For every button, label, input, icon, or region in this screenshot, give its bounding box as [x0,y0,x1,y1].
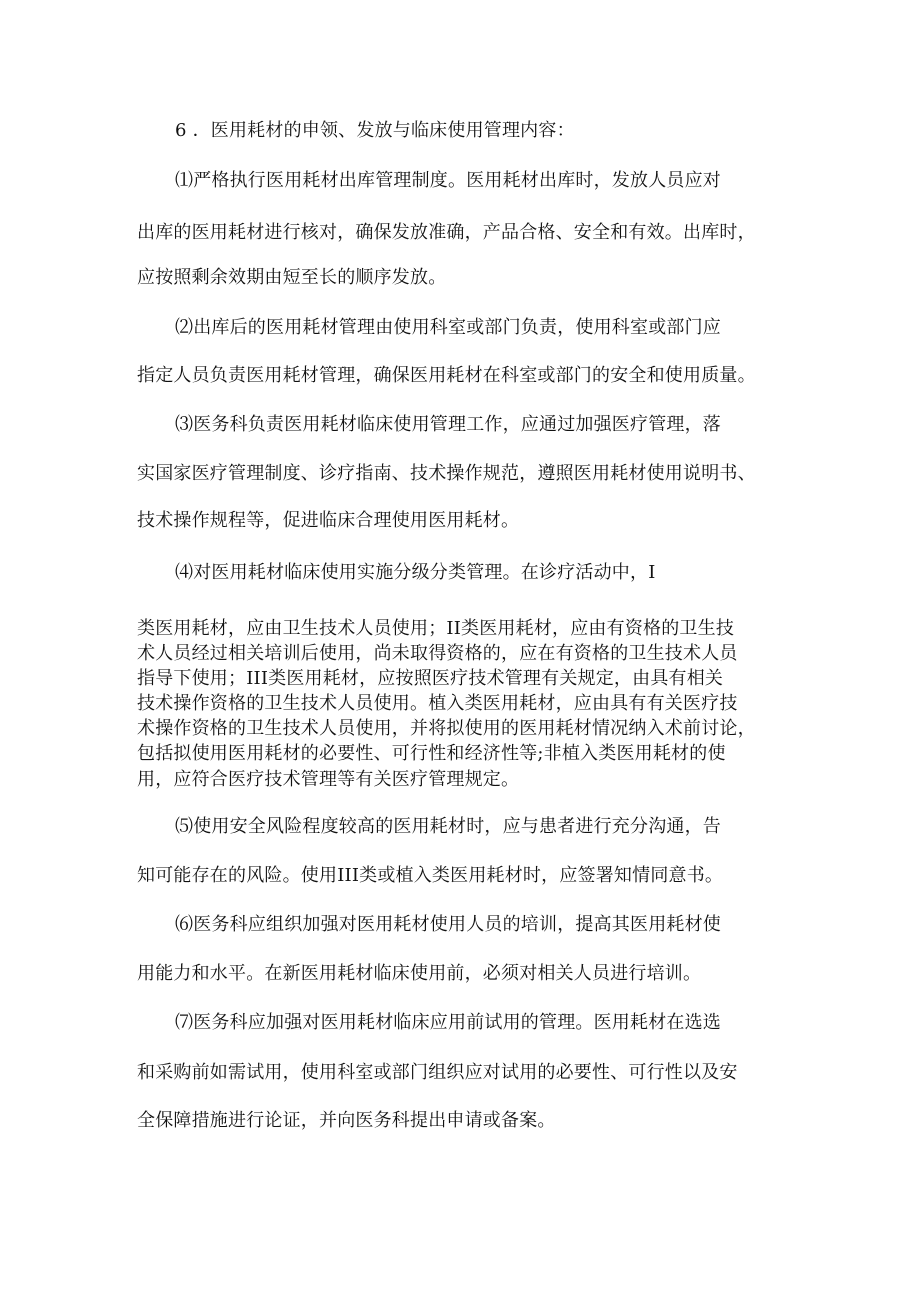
paragraph-3-line-2: 实国家医疗管理制度、诊疗指南、技术操作规范，遵照医用耗材使用说明书、 [137,463,756,484]
paragraph-2-line-1: ⑵出库后的医用耗材管理由使用科室或部门负责，使用科室或部门应 [175,317,721,338]
paragraph-4-line-3: 术人员经过相关培训后使用，尚未取得资格的，应在有资格的卫生技术人员 [137,643,738,664]
paragraph-6-line-1: ⑹医务科应组织加强对医用耗材使用人员的培训，提高其医用耗材使 [175,914,721,935]
paragraph-7-line-2: 和采购前如需试用，使用科室或部门组织应对试用的必要性、可行性以及安 [137,1062,738,1083]
paragraph-4-line-7: 包括拟使用医用耗材的必要性、可行性和经济性等;非植入类医用耗材的使 [137,743,726,764]
paragraph-4-line-8: 用，应符合医疗技术管理等有关医疗管理规定。 [137,769,520,790]
paragraph-3-line-1: ⑶医务科负责医用耗材临床使用管理工作，应通过加强医疗管理，落 [175,414,721,435]
paragraph-2-line-2: 指定人员负责医用耗材管理，确保医用耗材在科室或部门的安全和使用质量。 [137,365,756,386]
paragraph-5-line-2: 知可能存在的风险。使用III类或植入类医用耗材时，应签署知情同意书。 [137,865,724,886]
paragraph-1-line-3: 应按照剩余效期由短至长的顺序发放。 [137,267,447,288]
paragraph-1-line-1: ⑴严格执行医用耗材出库管理制度。医用耗材出库时，发放人员应对 [175,170,721,191]
paragraph-6-line-2: 用能力和水平。在新医用耗材临床使用前，必须对相关人员进行培训。 [137,963,702,984]
paragraph-7-line-1: ⑺医务科应加强对医用耗材临床应用前试用的管理。医用耗材在选选 [175,1012,721,1033]
paragraph-4-line-2: 类医用耗材，应由卫生技术人员使用；II类医用耗材，应由有资格的卫生技 [137,618,735,639]
paragraph-4-line-5: 技术操作资格的卫生技术人员使用。植入类医用耗材，应由具有有关医疗技 [137,693,738,714]
paragraph-1-line-2: 出库的医用耗材进行核对，确保发放准确，产品合格、安全和有效。出库时， [137,222,756,243]
paragraph-4-line-6: 术操作资格的卫生技术人员使用，并将拟使用的医用耗材情况纳入术前讨论， [137,718,756,739]
section-title: 6 ．医用耗材的申领、发放与临床使用管理内容： [175,120,575,141]
paragraph-4-line-1: ⑷对医用耗材临床使用实施分级分类管理。在诊疗活动中，I [175,562,656,583]
paragraph-4-line-4: 指导下使用；III类医用耗材，应按照医疗技术管理有关规定，由具有相关 [137,668,724,689]
paragraph-7-line-3: 全保障措施进行论证，并向医务科提出申请或备案。 [137,1110,556,1131]
paragraph-3-line-3: 技术操作规程等，促进临床合理使用医用耗材。 [137,510,520,531]
paragraph-5-line-1: ⑸使用安全风险程度较高的医用耗材时，应与患者进行充分沟通，告 [175,816,721,837]
